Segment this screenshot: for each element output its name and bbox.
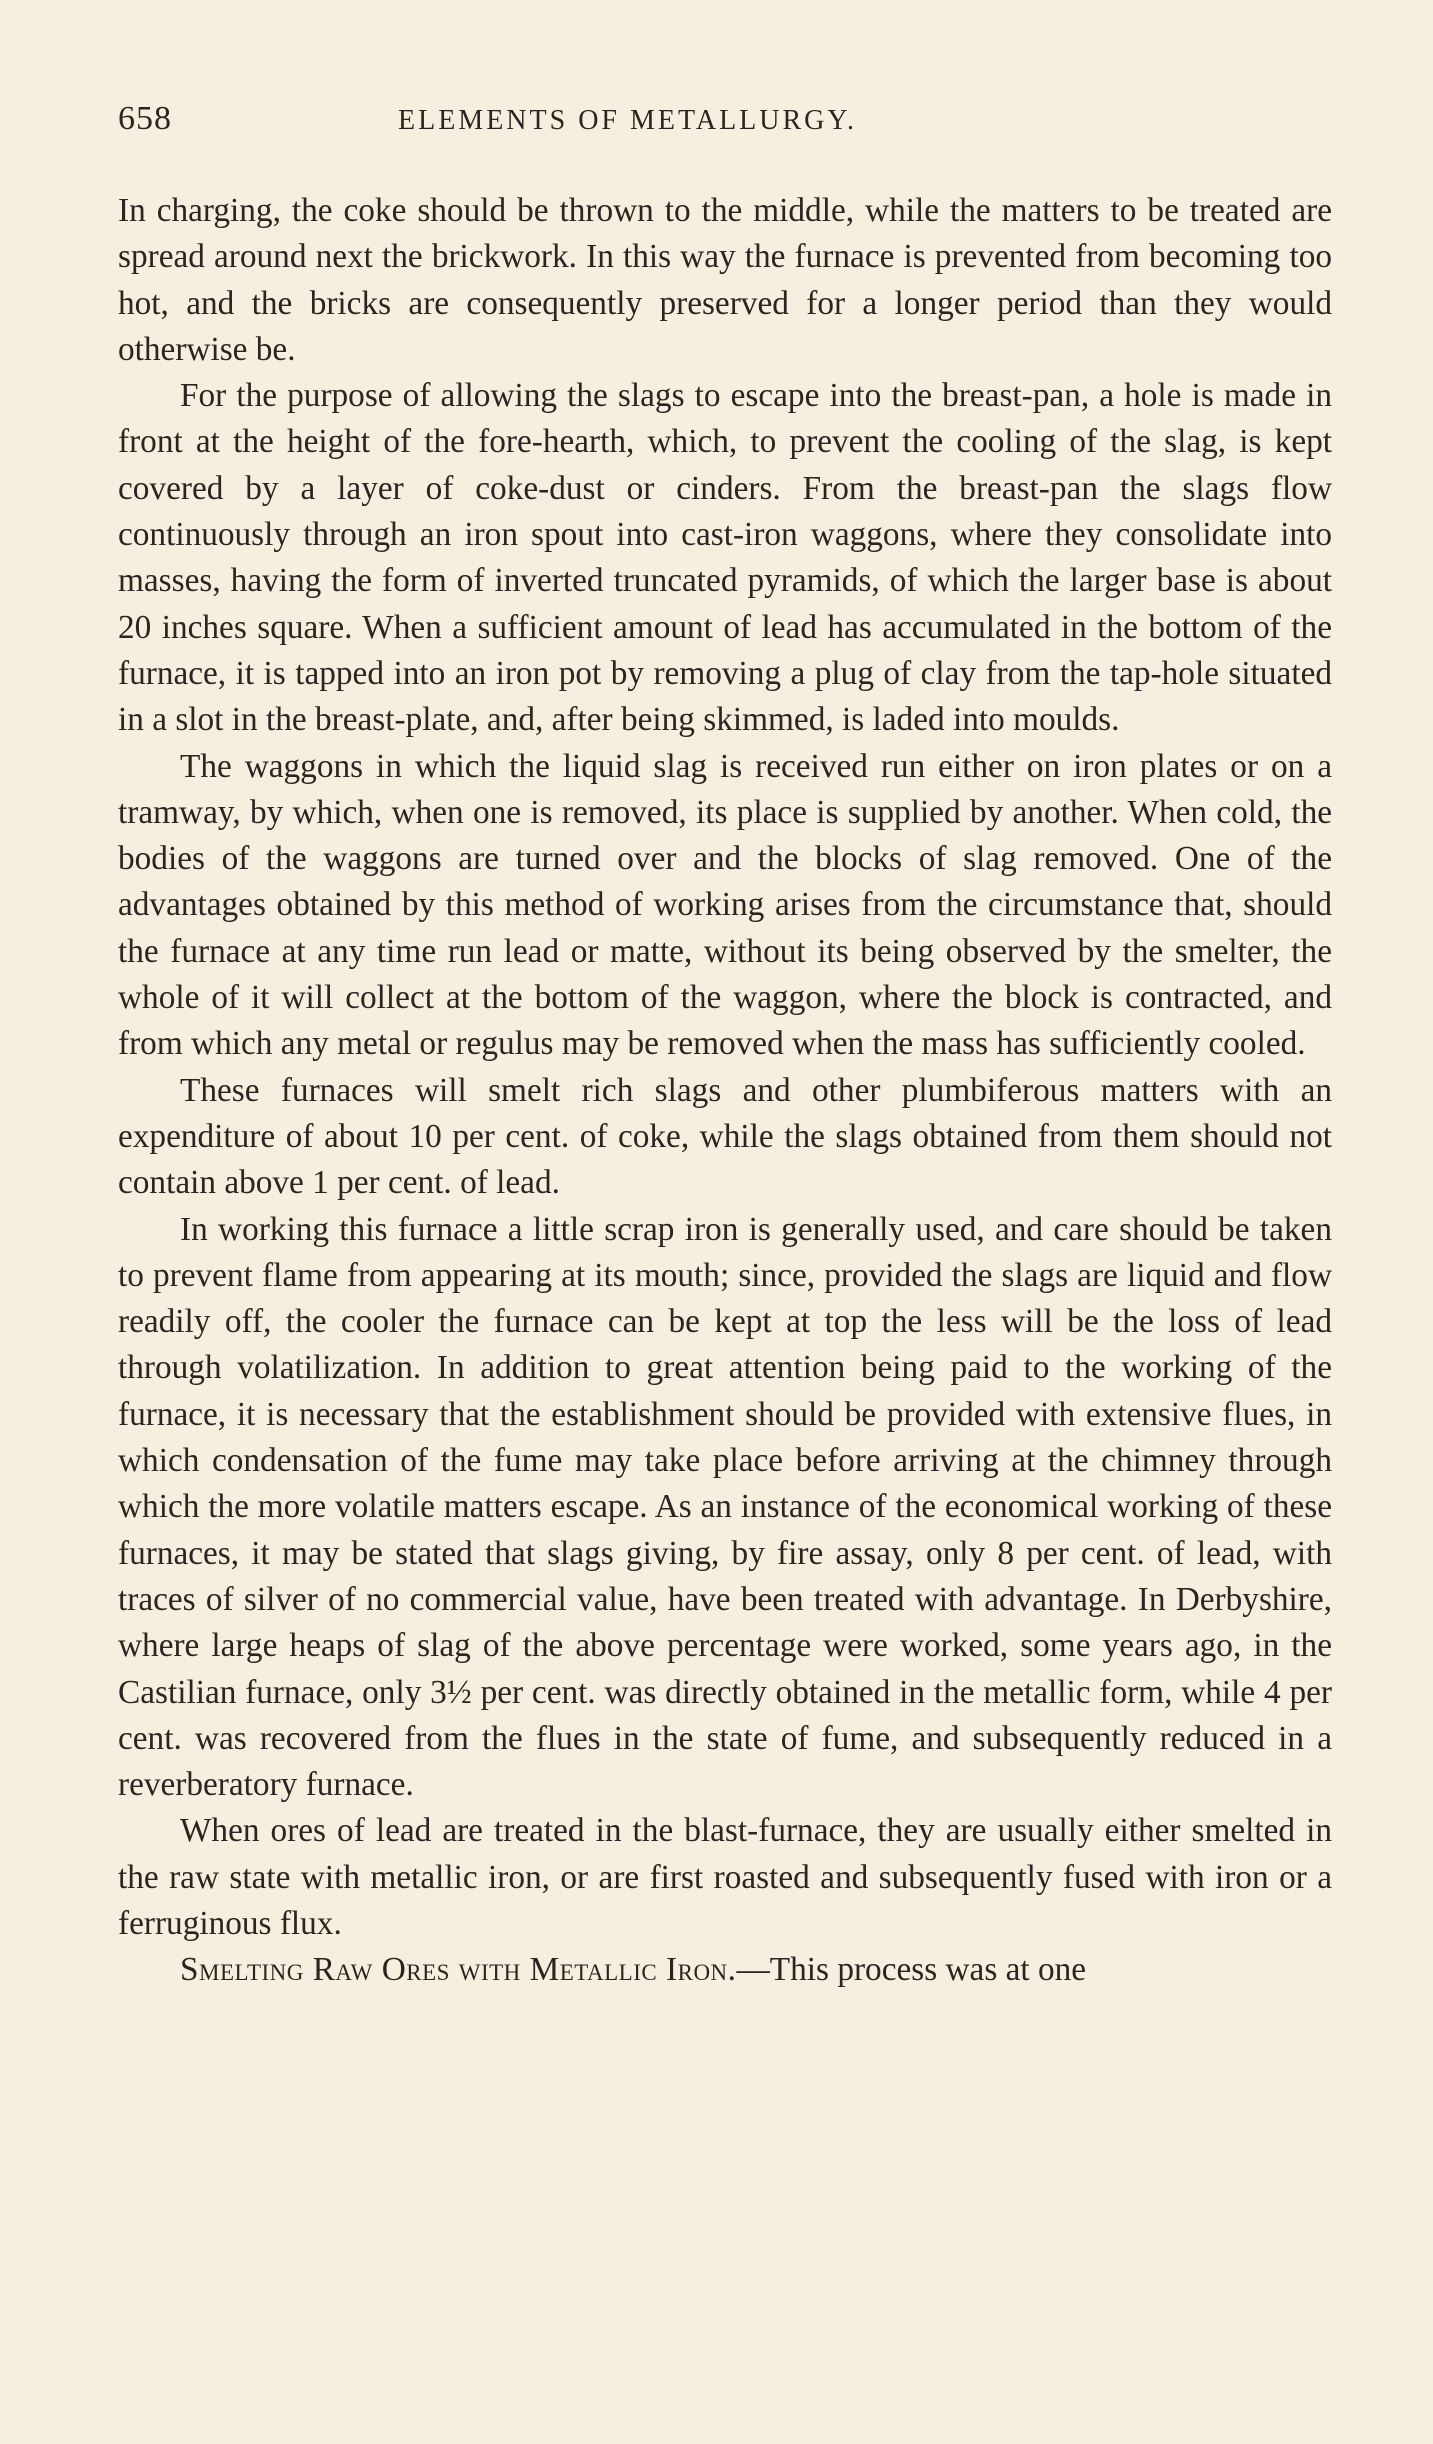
paragraph-1: In charging, the coke should be thrown to the middle, while the matters to be treated are spread around next the brickwork. In this way the furnace is prevented from becoming too hot, and the bricks are consequently preserved for a longer period than they would otherwise be.: [118, 192, 1332, 368]
paragraph-3: The waggons in which the liquid slag is received run either on iron plates or on a tramway, by which, when one is removed, its place is supplied by another. When cold, the bodies of the waggons are turned over and the blocks of slag removed. One of the advantages obtained by this method of working arises from the circumstance that, should the furnace at any time run lead or matte, without its being observed by the smelter, the whole of it will collect at the bottom of the waggon, where the block is contracted, and from which any metal or regulus may be removed when the mass has sufficiently cooled.: [118, 747, 1332, 1063]
section-lead-text: —This process was at one: [736, 1951, 1087, 1989]
page-header: [118, 100, 1332, 148]
page-number: 658: [118, 100, 172, 137]
paragraph-6: When ores of lead are treated in the blast-furnace, they are usually either smelted in the raw state with metallic iron, or are first roasted and subsequently fused with iron or a ferruginous flux.: [118, 1812, 1332, 1942]
paragraph-5: In working this furnace a little scrap iron is generally used, and care should be taken to prevent flame from appearing at its mouth; since, provided the slags are liquid and flow readily off, the cooler the furnace can be kept at top the less will be the loss of lead through volatilization. In addition to great attention being paid to the working of the furnace, it is necessary that the establishment should be provided with extensive flues, in which condensation of the fume may take place before arriving at the chimney through which the more volatile matters escape. As an instance of the economical working of these furnaces, it may be stated that slags giving, by fire assay, only 8 per cent. of lead, with traces of silver of no commercial value, have been treated with advantage. In Derbyshire, where large heaps of slag of the above percentage were worked, some years ago, in the Castilian furnace, only 3½ per cent. was directly obtained in the metallic form, while 4 per cent. was recovered from the flues in the state of fume, and subsequently reduced in a reverberatory furnace.: [118, 1210, 1332, 1804]
paragraph-7: [118, 1947, 1332, 1993]
body-text: [118, 188, 1332, 1994]
paragraph-4: These furnaces will smelt rich slags and other plumbiferous matters with an expenditure of about 10 per cent. of coke, while the slags obtained from them should not contain above 1 per cent. of lead.: [118, 1071, 1332, 1202]
paragraph-2: For the purpose of allowing the slags to escape into the breast-pan, a hole is made in front at the height of the fore-hearth, which, to prevent the cooling of the slag, is kept covered by a layer of coke-dust or cinders. From the breast-pan the slags flow continuously through an iron spout into cast-iron waggons, where they consolidate into masses, having the form of inverted truncated pyramids, of which the larger base is about 20 inches square. When a sufficient amount of lead has accumulated in the bottom of the furnace, it is tapped into an iron pot by removing a plug of clay from the tap-hole situated in a slot in the breast-plate, and, after being skimmed, is laded into moulds.: [118, 377, 1332, 739]
running-title: ELEMENTS OF METALLURGY.: [398, 105, 858, 136]
section-heading: Smelting Raw Ores with Metallic Iron.: [180, 1951, 737, 1989]
document-page: [118, 100, 1332, 1994]
